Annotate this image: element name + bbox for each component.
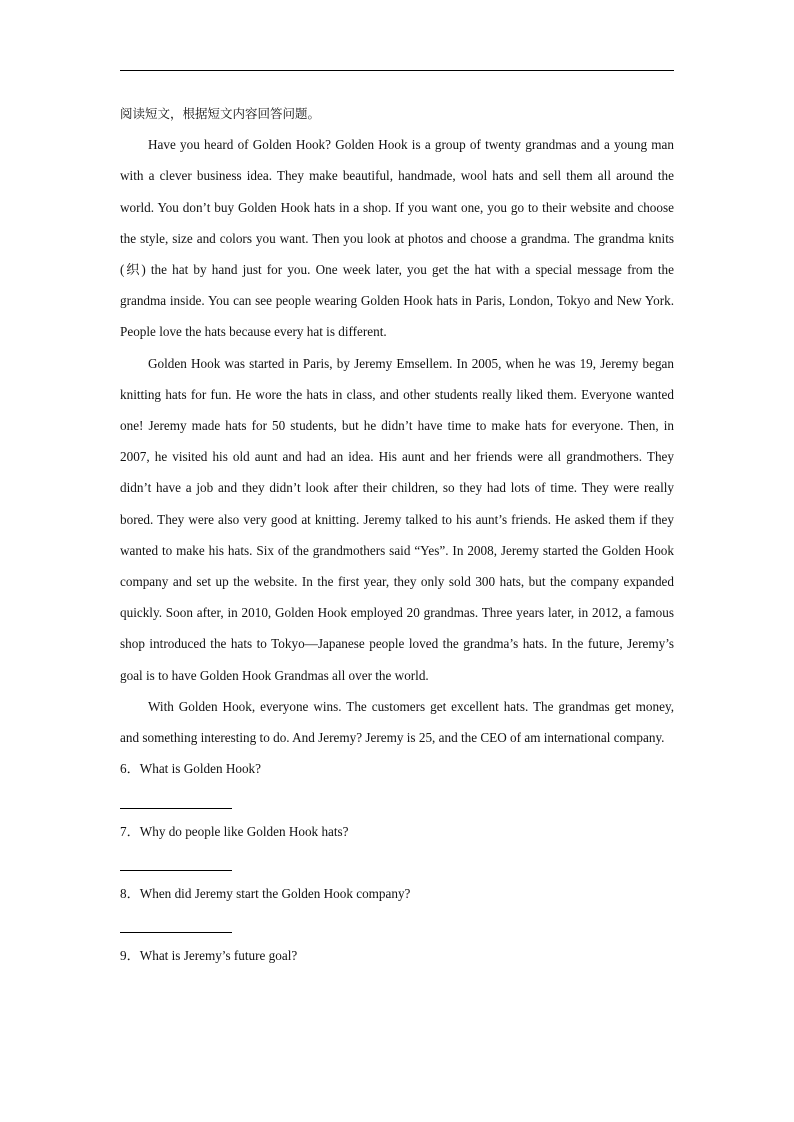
header-rule — [120, 70, 674, 71]
passage-paragraph-1: Have you heard of Golden Hook? Golden Hook is a group of twenty grandmas and a young man with a clever business idea. They make beautiful, handmade, wool hats and sell them all around the world. You don’t buy Golden Hook hats in a shop. If you want one, you go to their website and choose the style, size and colors you want. Then you look at photos and choose a grandma. The grandma knits (织) the hat by hand just for you. One week later, you get the hat with a special message from the grandma inside. You can see people wearing Golden Hook hats in Paris, London, Tokyo and New York. People love the hats because every hat is different. — [120, 137, 674, 340]
instruction-text: 阅读短文，根据短文内容回答问题。 — [120, 106, 321, 121]
worksheet-content — [120, 98, 674, 972]
answer-line-8[interactable] — [120, 909, 232, 940]
answer-line-7[interactable] — [120, 847, 232, 878]
passage-paragraph-3: With Golden Hook, everyone wins. The customers get excellent hats. The grandmas get money, and something interesting to do. And Jeremy? Jeremy is 25, and the CEO of am international company. — [120, 698, 674, 746]
question-9: 9．What is Jeremy’s future goal? — [120, 948, 298, 964]
question-6: 6．What is Golden Hook? — [120, 761, 262, 777]
question-7: 7．Why do people like Golden Hook hats? — [120, 823, 349, 839]
question-8: 8．When did Jeremy start the Golden Hook company? — [120, 886, 411, 902]
answer-line-6[interactable] — [120, 784, 232, 815]
passage-paragraph-2: Golden Hook was started in Paris, by Jeremy Emsellem. In 2005, when he was 19, Jeremy began knitting hats for fun. He wore the hats in class, and other students really liked them. Everyone wanted one! Jeremy made hats for 50 students, but he didn’t have time to make hats for everyone. Then, in 2007, he visited his old aunt and had an idea. His aunt and her friends were all grandmothers. They didn’t have a job and they didn’t look after their children, so they had lots of time. They were really bored. They were also very good at knitting. Jeremy talked to his aunt’s friends. He asked them if they wanted to make his hats. Six of the grandmothers said “Yes”. In 2008, Jeremy started the Golden Hook company and set up the website. In the first year, they only sold 300 hats, but the company expanded quickly. Soon after, in 2010, Golden Hook employed 20 grandmas. Three years later, in 2012, a famous shop introduced the hats to Tokyo—Japanese people loved the grandma’s hats. In the future, Jeremy’s goal is to have Golden Hook Grandmas all over the world. — [120, 355, 674, 683]
